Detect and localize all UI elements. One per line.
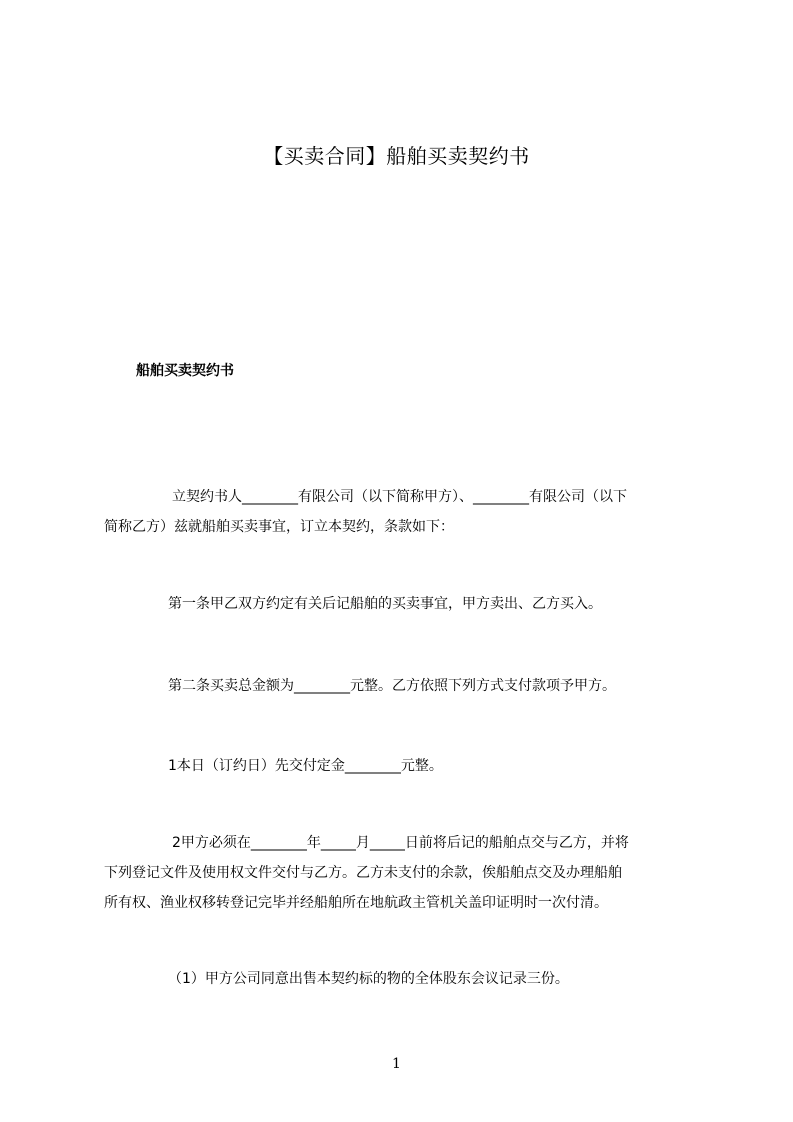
document-subtitle: 船舶买卖契约书 [136,363,234,379]
paragraph-subitem-1 [104,964,704,994]
paragraph-article-1 [104,589,704,619]
paragraph-article-2 [104,671,704,701]
page-number: 1 [392,1056,401,1072]
paragraph-line: 立契约书人________有限公司（以下简称甲方）、________有限公司（以下 [172,489,627,505]
paragraph-line: 第二条买卖总金额为________元整。乙方依照下列方式支付款项予甲方。 [168,678,616,694]
paragraph-line: 简称乙方）兹就船舶买卖事宜，订立本契约，条款如下： [104,519,454,535]
paragraph-line: 2甲方必须在________年_____月_____日前将后记的船舶点交与乙方，并将 [172,835,629,851]
paragraph-line: （1）甲方公司同意出售本契约标的物的全体股东会议记录三份。 [168,971,569,987]
paragraph-line: 1本日（订约日）先交付定金________元整。 [168,758,443,774]
paragraph-line: 第一条甲乙双方约定有关后记船舶的买卖事宜，甲方卖出、乙方买入。 [168,596,602,612]
paragraph-line: 下列登记文件及使用权文件交付与乙方。乙方未支付的余款，俟船舶点交及办理船舶 [104,865,622,881]
paragraph-line: 所有权、渔业权移转登记完毕并经船舶所在地航政主管机关盖印证明时一次付清。 [104,895,608,911]
paragraph-parties [104,482,704,542]
paragraph-item-1 [104,751,704,781]
document-title: 【买卖合同】船舶买卖契约书 [263,144,530,168]
paragraph-item-2 [104,828,704,918]
